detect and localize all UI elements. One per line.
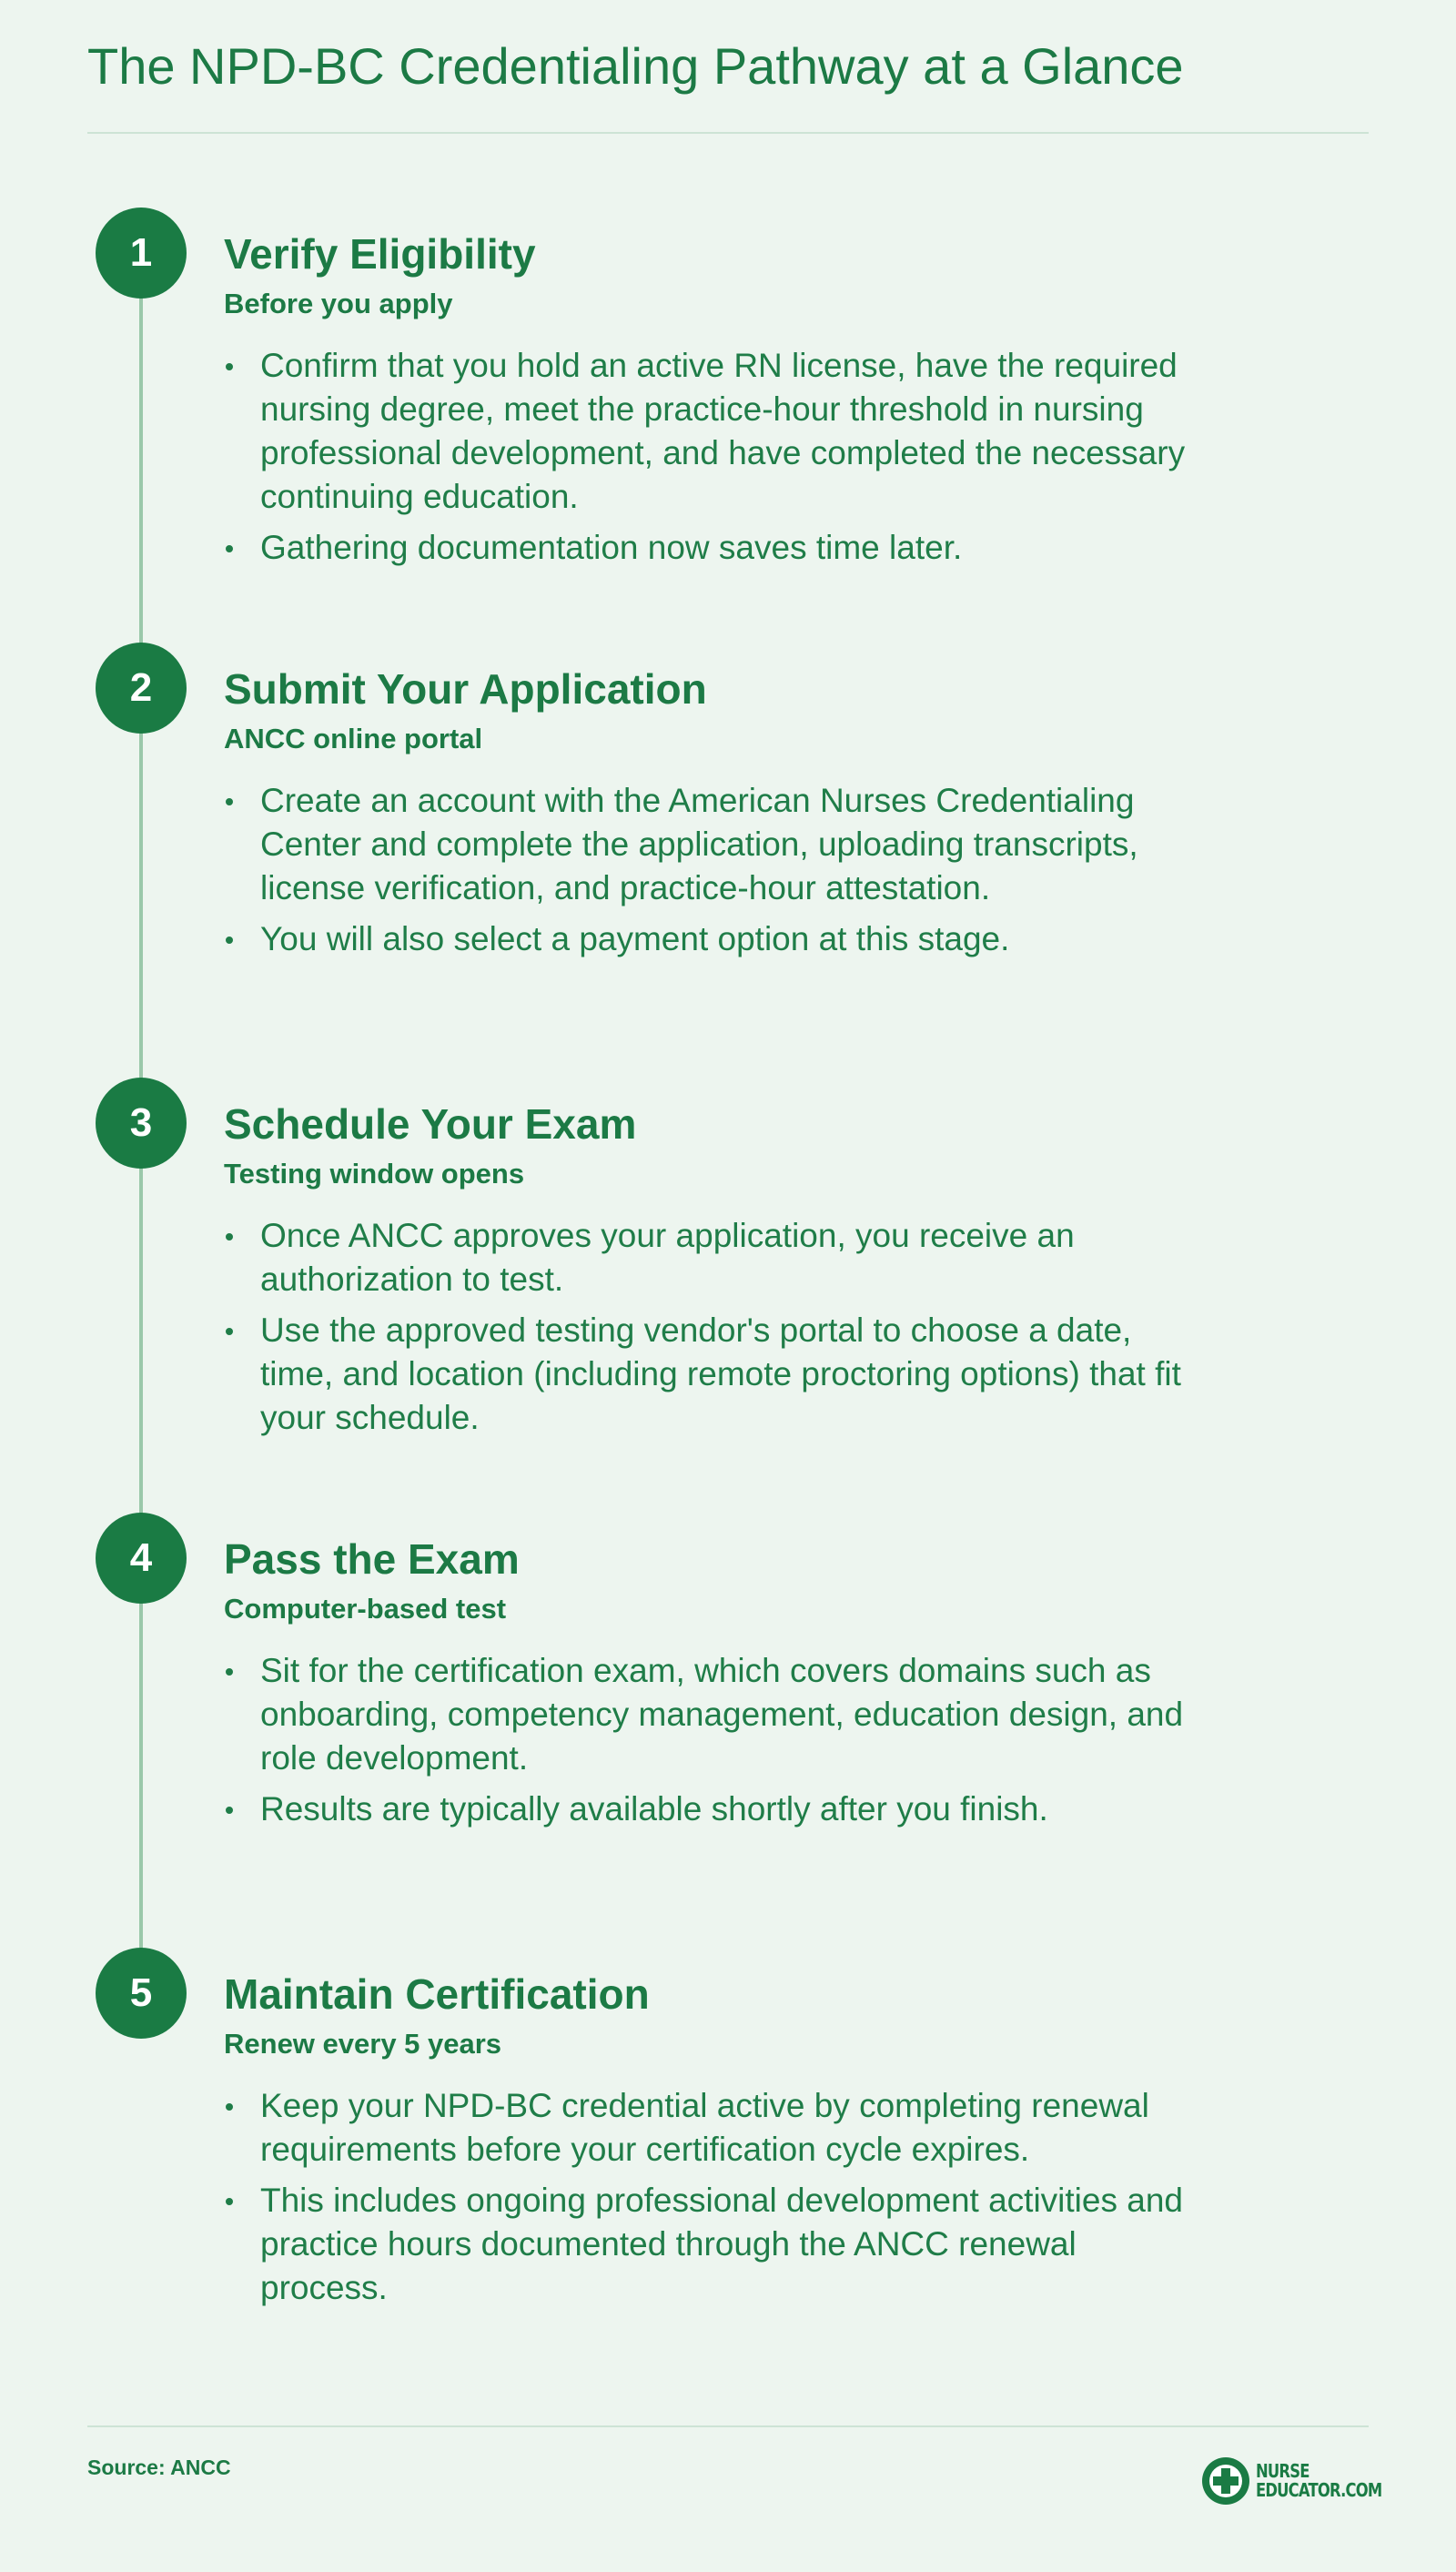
title-divider [87, 132, 1369, 134]
bullet-item: Once ANCC approves your application, you receive an authorization to test. [224, 1214, 1188, 1301]
step-bullet-list [224, 344, 1188, 577]
step-title: Submit Your Application [224, 665, 707, 713]
step-subtitle: Testing window opens [224, 1158, 525, 1190]
bullet-item: Gathering documentation now saves time later. [224, 526, 1188, 570]
bullet-item: Sit for the certification exam, which covers domains such as onboarding, competency management, education design, and role development. [224, 1649, 1188, 1780]
step-number-badge: 2 [96, 643, 187, 734]
site-logo [1201, 2456, 1410, 2506]
step-bullet-list [224, 1214, 1188, 1447]
step-bullet-list [224, 2084, 1188, 2317]
step-subtitle: Before you apply [224, 288, 453, 319]
step-subtitle: Computer-based test [224, 1593, 507, 1625]
step-subtitle: Renew every 5 years [224, 2028, 502, 2060]
medical-cross-icon [1201, 2456, 1250, 2506]
bullet-item: Results are typically available shortly after you finish. [224, 1787, 1188, 1831]
step-number-badge: 1 [96, 208, 187, 299]
logo-line-2: EDUCATOR.COM [1256, 2479, 1382, 2501]
step-title: Schedule Your Exam [224, 1100, 637, 1148]
step-bullet-list [224, 779, 1188, 968]
step-number-badge: 4 [96, 1513, 187, 1604]
step-title: Pass the Exam [224, 1535, 520, 1583]
source-note: Source: ANCC [87, 2456, 231, 2479]
bullet-item: Use the approved testing vendor's portal to choose a date, time, and location (including remote proctoring options) that fit your schedule. [224, 1309, 1188, 1440]
bullet-item: Confirm that you hold an active RN license, have the required nursing degree, meet the practice-hour threshold in nursing professional development, and have completed the necessary continuing education. [224, 344, 1188, 519]
bullet-item: Keep your NPD-BC credential active by completing renewal requirements before your certification cycle expires. [224, 2084, 1188, 2172]
logo-line-1: NURSE [1256, 2460, 1309, 2482]
step-subtitle: ANCC online portal [224, 723, 483, 754]
step-number-badge: 3 [96, 1078, 187, 1169]
bullet-item: Create an account with the American Nurses Credentialing Center and complete the application, uploading transcripts, license verification, and practice-hour attestation. [224, 779, 1188, 910]
footer-divider [87, 2425, 1369, 2427]
bullet-item: This includes ongoing professional development activities and practice hours documented through the ANCC renewal process. [224, 2179, 1188, 2310]
bullet-item: You will also select a payment option at this stage. [224, 917, 1188, 961]
step-title: Maintain Certification [224, 1970, 650, 2018]
step-number-badge: 5 [96, 1948, 187, 2039]
logo-wordmark [1256, 2462, 1381, 2500]
step-bullet-list [224, 1649, 1188, 1838]
step-title: Verify Eligibility [224, 230, 536, 278]
page-title: The NPD-BC Credentialing Pathway at a Glance [87, 37, 1184, 95]
